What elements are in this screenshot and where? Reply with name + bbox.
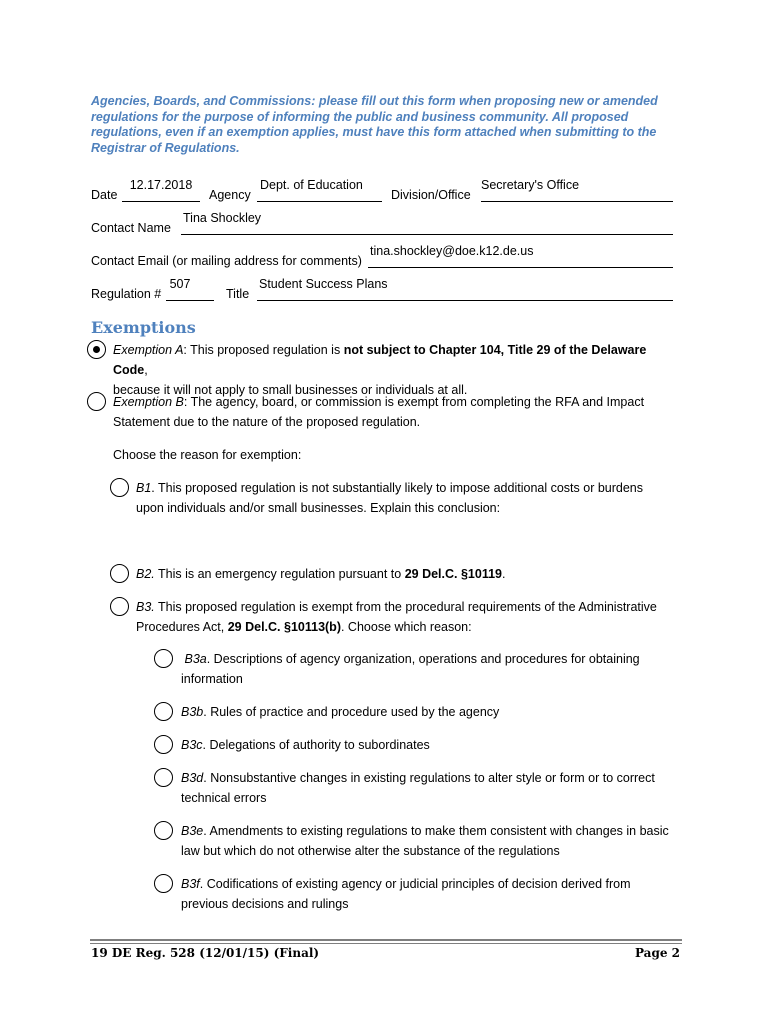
b3e-radio[interactable] — [154, 821, 173, 840]
exemption-a-bold: not subject to Chapter 104, Title 29 of the Delaware Code — [113, 343, 647, 377]
b3a-text: B3a. Descriptions of agency organization, operations and procedures for obtaining information — [181, 652, 640, 686]
exemption-a-radio[interactable] — [87, 340, 106, 359]
b3c-text: B3c. Delegations of authority to subordinates — [181, 738, 430, 752]
exemptions-heading: Exemptions — [91, 318, 196, 337]
b3a-radio[interactable] — [154, 649, 173, 668]
agency-field[interactable]: Dept. of Education — [260, 178, 363, 192]
date-field[interactable]: 12.17.2018 — [129, 178, 193, 192]
b2-text: B2. This is an emergency regulation pursuant to 29 Del.C. §10119. — [136, 567, 506, 581]
date-underline — [122, 201, 200, 202]
contact-email-field[interactable]: tina.shockley@doe.k12.de.us — [370, 244, 534, 258]
date-label: Date — [91, 188, 118, 202]
contact-email-label: Contact Email (or mailing address for comments) — [91, 254, 362, 268]
b3d-radio[interactable] — [154, 768, 173, 787]
b1-text: B1. This proposed regulation is not substantially likely to impose additional costs or burdens upon individuals and/or small businesses. Explain this conclusion: — [136, 481, 644, 515]
agency-label: Agency — [209, 188, 251, 202]
exemption-b-name: Exemption B — [113, 395, 184, 409]
regulation-underline — [166, 300, 214, 301]
exemption-b-text: Exemption B: The agency, board, or commission is exempt from completing the RFA and Impact Statement due to the nature of the proposed regulation. — [113, 395, 645, 429]
division-underline — [481, 201, 673, 202]
title-label: Title — [226, 287, 250, 301]
page-number: Page 2 — [634, 946, 680, 960]
b3e-text: B3e. Amendments to existing regulations to make them consistent with changes in basic law but which do not otherwise alter the substance of the regulations — [181, 824, 669, 858]
b3b-radio[interactable] — [154, 702, 173, 721]
exemption-a-name: Exemption A — [113, 343, 184, 357]
contact-name-label: Contact Name — [91, 221, 171, 235]
form-instructions: Agencies, Boards, and Commissions: please fill out this form when proposing new or amended regulations for the purpose of informing the public and business community. All proposed regulations, even if an exemption applies, must have this form attached when submitting to the Registrar of Regulations. — [91, 94, 658, 155]
division-label: Division/Office — [391, 188, 471, 202]
exemption-b-radio[interactable] — [87, 392, 106, 411]
contact-email-underline — [368, 267, 673, 268]
b3f-radio[interactable] — [154, 874, 173, 893]
regulation-label: Regulation # — [91, 287, 162, 301]
footer-rule — [90, 939, 682, 941]
b3-text: B3. This proposed regulation is exempt from the procedural requirements of the Administrative Procedures Act, 29 Del.C. §10113(b). Choose which reason: — [136, 600, 657, 634]
b3c-radio[interactable] — [154, 735, 173, 754]
b3b-text: B3b. Rules of practice and procedure used by the agency — [181, 705, 500, 719]
exemption-a-text: Exemption A: This proposed regulation is not subject to Chapter 104, Title 29 of the Delaware Code, because it will not apply to small businesses or individuals at all. — [113, 343, 647, 397]
b3-radio[interactable] — [110, 597, 129, 616]
b2-radio[interactable] — [110, 564, 129, 583]
b3f-text: B3f. Codifications of existing agency or judicial principles of decision derived from previous decisions and rulings — [181, 877, 631, 911]
footer-rule-thin — [90, 943, 682, 944]
choose-reason-text: Choose the reason for exemption: — [113, 448, 302, 462]
b1-radio[interactable] — [110, 478, 129, 497]
contact-name-underline — [181, 234, 673, 235]
title-underline — [257, 300, 673, 301]
footer-citation: 19 DE Reg. 528 (12/01/15) (Final) — [91, 946, 320, 960]
title-field[interactable]: Student Success Plans — [259, 277, 388, 291]
division-field[interactable]: Secretary's Office — [481, 178, 580, 192]
regulation-number-field[interactable]: 507 — [169, 277, 191, 291]
b3d-text: B3d. Nonsubstantive changes in existing regulations to alter style or form or to correct technical errors — [181, 771, 655, 805]
agency-underline — [257, 201, 382, 202]
contact-name-field[interactable]: Tina Shockley — [183, 211, 262, 225]
